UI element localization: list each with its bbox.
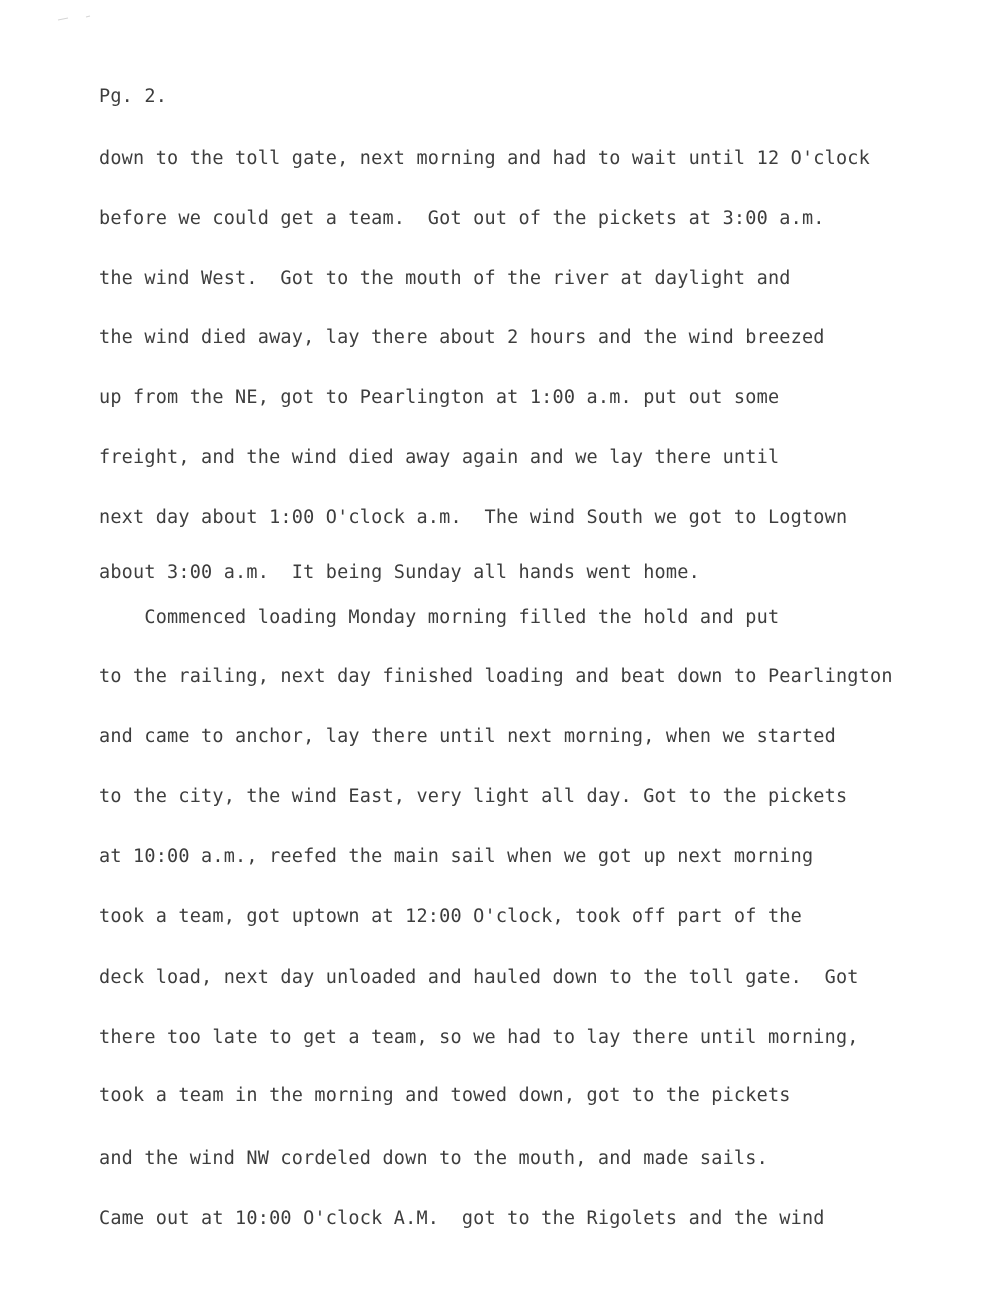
text-line-2: before we could get a team. Got out of the pickets at 3:00 a.m.: [99, 208, 825, 229]
text-line-7: next day about 1:00 O'clock a.m. The wind South we got to Logtown: [99, 507, 848, 528]
text-line-6: freight, and the wind died away again and we lay there until: [99, 447, 780, 468]
text-line-4: the wind died away, lay there about 2 hours and the wind breezed: [99, 327, 825, 348]
text-line-19: Came out at 10:00 O'clock A.M. got to the Rigolets and the wind: [99, 1208, 825, 1229]
text-line-14: took a team, got uptown at 12:00 O'clock, took off part of the: [99, 906, 802, 927]
text-line-3: the wind West. Got to the mouth of the river at daylight and: [99, 268, 791, 289]
text-line-15: deck load, next day unloaded and hauled down to the toll gate. Got: [99, 967, 859, 988]
text-line-5: up from the NE, got to Pearlington at 1:00 a.m. put out some: [99, 387, 780, 408]
text-line-12: to the city, the wind East, very light all day. Got to the pickets: [99, 786, 848, 807]
scan-mark: [56, 14, 96, 22]
page-number: Pg. 2.: [99, 86, 168, 107]
text-line-8: about 3:00 a.m. It being Sunday all hands went home.: [99, 562, 700, 583]
text-line-13: at 10:00 a.m., reefed the main sail when we got up next morning: [99, 846, 814, 867]
text-line-11: and came to anchor, lay there until next morning, when we started: [99, 726, 836, 747]
text-line-18: and the wind NW cordeled down to the mouth, and made sails.: [99, 1148, 768, 1169]
text-line-9: Commenced loading Monday morning filled the hold and put: [99, 607, 780, 628]
text-line-17: took a team in the morning and towed down, got to the pickets: [99, 1085, 791, 1106]
text-line-10: to the railing, next day finished loading and beat down to Pearlington: [99, 666, 893, 687]
text-line-16: there too late to get a team, so we had to lay there until morning,: [99, 1027, 859, 1048]
text-line-1: down to the toll gate, next morning and had to wait until 12 O'clock: [99, 148, 870, 169]
